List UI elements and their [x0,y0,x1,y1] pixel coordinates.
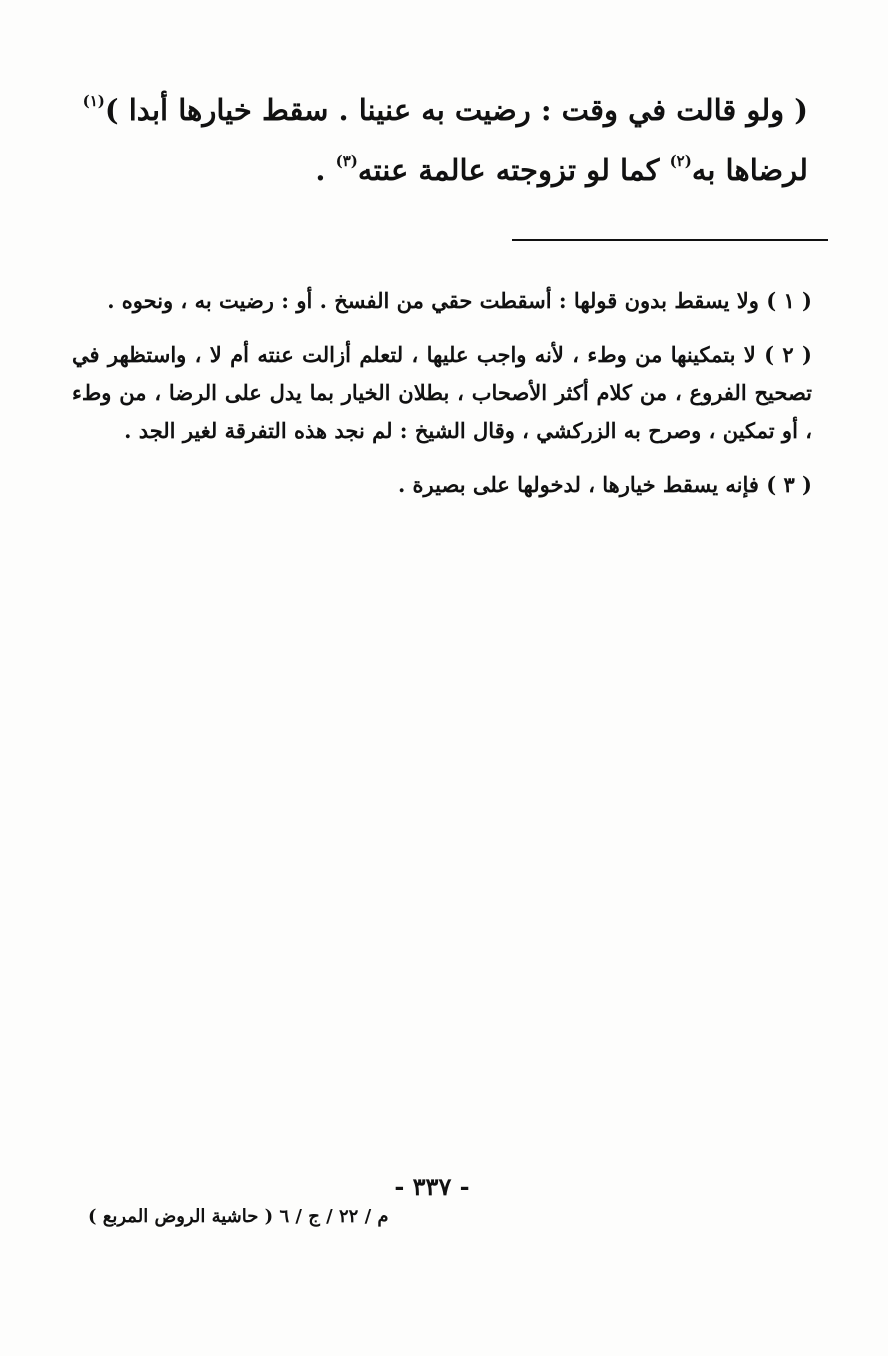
main-text-line-2-part-b: كما لو تزوجته عالمة عنته [357,153,670,187]
footnote-ref-3: (٣) [335,152,358,170]
page-number: - ٣٣٧ - [394,1172,470,1201]
footnote-separator [512,239,828,241]
footnote-ref-2: (٢) [669,152,692,170]
printer-signature: م / ٢٢ / ج / ٦ ( حاشية الروض المربع ) [88,1206,389,1227]
main-text-line-2-end: . [315,153,336,187]
main-text [68,80,808,200]
main-text-line-1 [68,80,808,140]
footnote-1: ( ١ ) ولا يسقط بدون قولها : أسقطت حقي من الفسخ . أو : رضيت به ، ونحوه . [107,288,812,313]
footnote-3: ( ٣ ) فإنه يسقط خيارها ، لدخولها على بصيرة . [397,472,812,497]
footnote-ref-1: (١) [82,92,105,110]
footnote-2: ( ٢ ) لا بتمكينها من وطء ، لأنه واجب عليها ، لتعلم أزالت عنته أم لا ، واستظهر في تصحيح الفروع ، من كلام أكثر الأصحاب ، بطلان الخيار بما يدل على الرضا ، من وطء ، أو تمكين ، وصرح به الزركشي ، وقال الشيخ : لم نجد هذه التفرقة لغير الجد . [72,342,812,443]
main-text-line-2 [68,140,808,200]
footnotes [72,282,812,504]
main-text-line-1-body: ( ولو قالت في وقت : رضيت به عنينا . سقط خيارها أبدا ) [104,93,808,127]
main-text-line-2-part-a: لرضاها به [691,153,808,187]
